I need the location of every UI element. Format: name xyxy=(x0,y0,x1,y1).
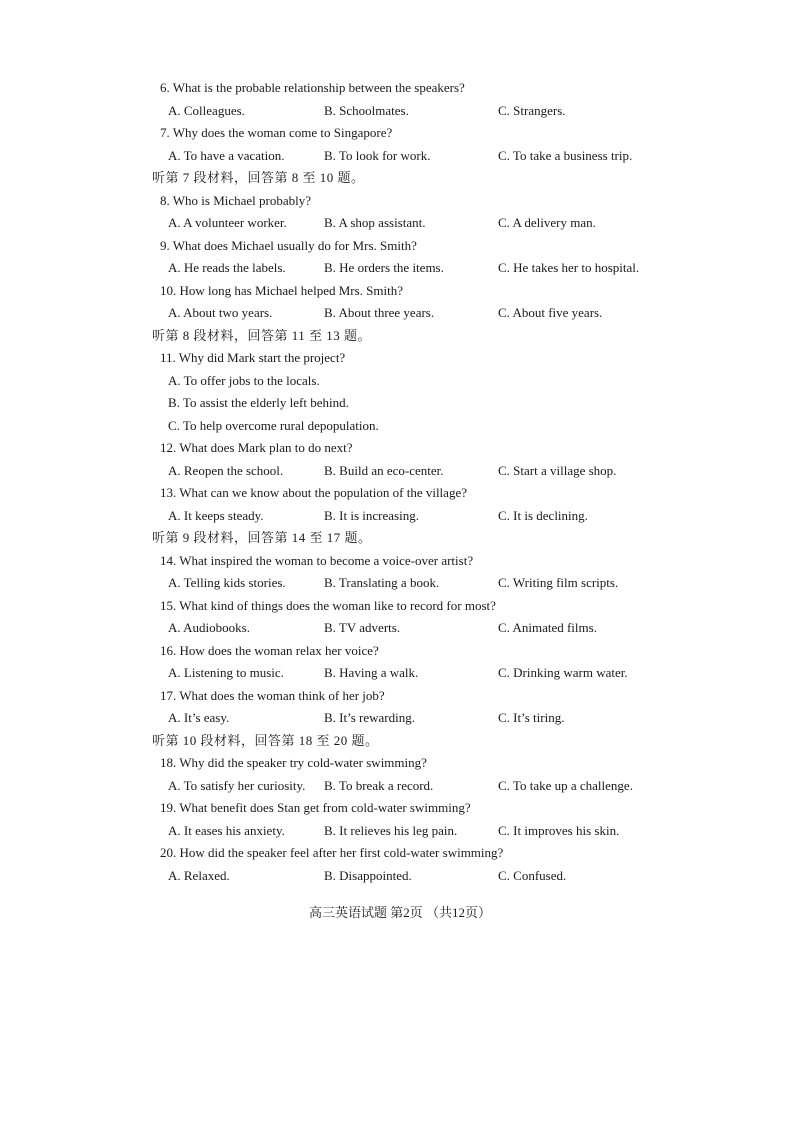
answer-option: A. To satisfy her curiosity. xyxy=(168,778,306,793)
question-text: 11. Why did Mark start the project? xyxy=(160,350,346,365)
answer-option: C. Start a village shop. xyxy=(498,463,617,478)
answer-option: A. To offer jobs to the locals. xyxy=(168,373,320,388)
answer-option: B. To break a record. xyxy=(324,778,434,793)
answer-option: B. Disappointed. xyxy=(324,868,412,883)
answer-option: B. He orders the items. xyxy=(324,260,444,275)
question-text: 14. What inspired the woman to become a voice-over artist? xyxy=(160,553,474,568)
section-instruction: 听第 7 段材料，回答第 8 至 10 题。 xyxy=(152,170,365,185)
answer-option: C. To take a business trip. xyxy=(498,148,633,163)
answer-option: A. Audiobooks. xyxy=(168,620,250,635)
answer-option: A. It eases his anxiety. xyxy=(168,823,285,838)
section-instruction: 听第 8 段材料，回答第 11 至 13 题。 xyxy=(152,328,372,343)
question-text: 16. How does the woman relax her voice? xyxy=(160,643,379,658)
question-text: 20. How did the speaker feel after her first cold-water swimming? xyxy=(160,845,504,860)
answer-option: C. It is declining. xyxy=(498,508,588,523)
question-text: 10. How long has Michael helped Mrs. Smith? xyxy=(160,283,403,298)
question-text: 19. What benefit does Stan get from cold-water swimming? xyxy=(160,800,471,815)
question-text: 7. Why does the woman come to Singapore? xyxy=(160,125,393,140)
answer-option: C. Confused. xyxy=(498,868,567,883)
answer-option: C. A delivery man. xyxy=(498,215,596,230)
question-text: 13. What can we know about the population of the village? xyxy=(160,485,467,500)
answer-option: B. To look for work. xyxy=(324,148,431,163)
answer-option: A. Relaxed. xyxy=(168,868,230,883)
answer-option: B. It relieves his leg pain. xyxy=(324,823,458,838)
answer-option: A. About two years. xyxy=(168,305,273,320)
answer-option: B. A shop assistant. xyxy=(324,215,426,230)
answer-option: C. To help overcome rural depopulation. xyxy=(168,418,379,433)
answer-option: B. It is increasing. xyxy=(324,508,419,523)
answer-option: A. He reads the labels. xyxy=(168,260,286,275)
answer-option: B. Schoolmates. xyxy=(324,103,409,118)
answer-option: A. Telling kids stories. xyxy=(168,575,286,590)
question-text: 9. What does Michael usually do for Mrs. Smith? xyxy=(160,238,417,253)
section-instruction: 听第 9 段材料，回答第 14 至 17 题。 xyxy=(152,530,372,545)
question-text: 6. What is the probable relationship between the speakers? xyxy=(160,80,465,95)
answer-option: C. He takes her to hospital. xyxy=(498,260,640,275)
question-text: 18. Why did the speaker try cold-water swimming? xyxy=(160,755,427,770)
answer-option: C. Animated films. xyxy=(498,620,597,635)
answer-option: B. TV adverts. xyxy=(324,620,401,635)
answer-option: A. Colleagues. xyxy=(168,103,245,118)
answer-option: C. It’s tiring. xyxy=(498,710,565,725)
answer-option: A. Reopen the school. xyxy=(168,463,284,478)
answer-option: B. Translating a book. xyxy=(324,575,440,590)
answer-option: C. To take up a challenge. xyxy=(498,778,633,793)
page-footer: 高三英语试题 第2页 （共12页） xyxy=(308,905,491,920)
answer-option: C. Drinking warm water. xyxy=(498,665,628,680)
answer-option: A. A volunteer worker. xyxy=(168,215,287,230)
answer-option: B. To assist the elderly left behind. xyxy=(168,395,349,410)
answer-option: A. It keeps steady. xyxy=(168,508,264,523)
answer-option: B. Having a walk. xyxy=(324,665,419,680)
question-text: 15. What kind of things does the woman like to record for most? xyxy=(160,598,496,613)
answer-option: C. It improves his skin. xyxy=(498,823,620,838)
answer-option: C. About five years. xyxy=(498,305,603,320)
answer-option: B. About three years. xyxy=(324,305,435,320)
answer-option: A. Listening to music. xyxy=(168,665,284,680)
answer-option: A. It’s easy. xyxy=(168,710,230,725)
question-text: 12. What does Mark plan to do next? xyxy=(160,440,353,455)
answer-option: A. To have a vacation. xyxy=(168,148,285,163)
question-text: 17. What does the woman think of her job? xyxy=(160,688,385,703)
answer-option: B. Build an eco-center. xyxy=(324,463,444,478)
question-text: 8. Who is Michael probably? xyxy=(160,193,312,208)
answer-option: C. Writing film scripts. xyxy=(498,575,619,590)
answer-option: B. It’s rewarding. xyxy=(324,710,415,725)
section-instruction: 听第 10 段材料，回答第 18 至 20 题。 xyxy=(152,733,379,748)
answer-option: C. Strangers. xyxy=(498,103,566,118)
